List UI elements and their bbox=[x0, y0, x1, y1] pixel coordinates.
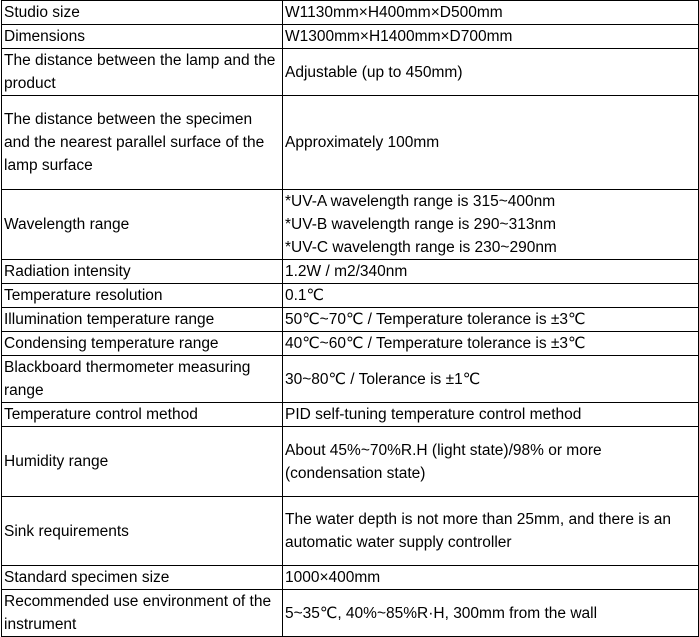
spec-label: Temperature resolution bbox=[2, 284, 283, 308]
spec-value: W1300mm×H1400mm×D700mm bbox=[283, 25, 699, 49]
spec-label: Humidity range bbox=[2, 427, 283, 497]
table-row bbox=[2, 497, 699, 566]
spec-label: Dimensions bbox=[2, 25, 283, 49]
table-row bbox=[2, 590, 699, 637]
spec-label: Standard specimen size bbox=[2, 566, 283, 590]
table-row bbox=[2, 49, 699, 96]
spec-value: The water depth is not more than 25mm, and there is an automatic water supply controller bbox=[283, 497, 699, 566]
wavelength-line-uvb: *UV-B wavelength range is 290~313nm bbox=[285, 216, 556, 233]
spec-label: Illumination temperature range bbox=[2, 308, 283, 332]
spec-value bbox=[283, 190, 699, 260]
spec-value: Approximately 100mm bbox=[283, 96, 699, 190]
spec-label: Wavelength range bbox=[2, 190, 283, 260]
table-row bbox=[2, 190, 699, 260]
spec-label: Studio size bbox=[2, 1, 283, 25]
wavelength-line-uvc: *UV-C wavelength range is 230~290nm bbox=[285, 239, 557, 256]
spec-value: 0.1℃ bbox=[283, 284, 699, 308]
table-row bbox=[2, 427, 699, 497]
table-row bbox=[2, 260, 699, 284]
spec-label: Temperature control method bbox=[2, 403, 283, 427]
spec-label: The distance between the specimen and the nearest parallel surface of the lamp surface bbox=[2, 96, 283, 190]
table-row bbox=[2, 308, 699, 332]
spec-value: Adjustable (up to 450mm) bbox=[283, 49, 699, 96]
spec-value: 30~80℃ / Tolerance is ±1℃ bbox=[283, 356, 699, 403]
table-row bbox=[2, 332, 699, 356]
spec-value: 1.2W / m2/340nm bbox=[283, 260, 699, 284]
table-row bbox=[2, 1, 699, 25]
table-row bbox=[2, 25, 699, 49]
spec-value: About 45%~70%R.H (light state)/98% or more (condensation state) bbox=[283, 427, 699, 497]
table-row bbox=[2, 403, 699, 427]
spec-label: Blackboard thermometer measuring range bbox=[2, 356, 283, 403]
spec-label: Radiation intensity bbox=[2, 260, 283, 284]
wavelength-line-uva: *UV-A wavelength range is 315~400nm bbox=[285, 193, 556, 210]
spec-label: Condensing temperature range bbox=[2, 332, 283, 356]
spec-value: W1130mm×H400mm×D500mm bbox=[283, 1, 699, 25]
spec-value: 1000×400mm bbox=[283, 566, 699, 590]
spec-value: 50℃~70℃ / Temperature tolerance is ±3℃ bbox=[283, 308, 699, 332]
spec-label: Recommended use environment of the instrument bbox=[2, 590, 283, 637]
table-row bbox=[2, 356, 699, 403]
table-row bbox=[2, 284, 699, 308]
specification-table bbox=[1, 0, 699, 637]
table-row bbox=[2, 566, 699, 590]
spec-value: 5~35℃, 40%~85%R·H, 300mm from the wall bbox=[283, 590, 699, 637]
table-row bbox=[2, 96, 699, 190]
spec-value: 40℃~60℃ / Temperature tolerance is ±3℃ bbox=[283, 332, 699, 356]
spec-label: Sink requirements bbox=[2, 497, 283, 566]
spec-value: PID self-tuning temperature control method bbox=[283, 403, 699, 427]
spec-label: The distance between the lamp and the product bbox=[2, 49, 283, 96]
